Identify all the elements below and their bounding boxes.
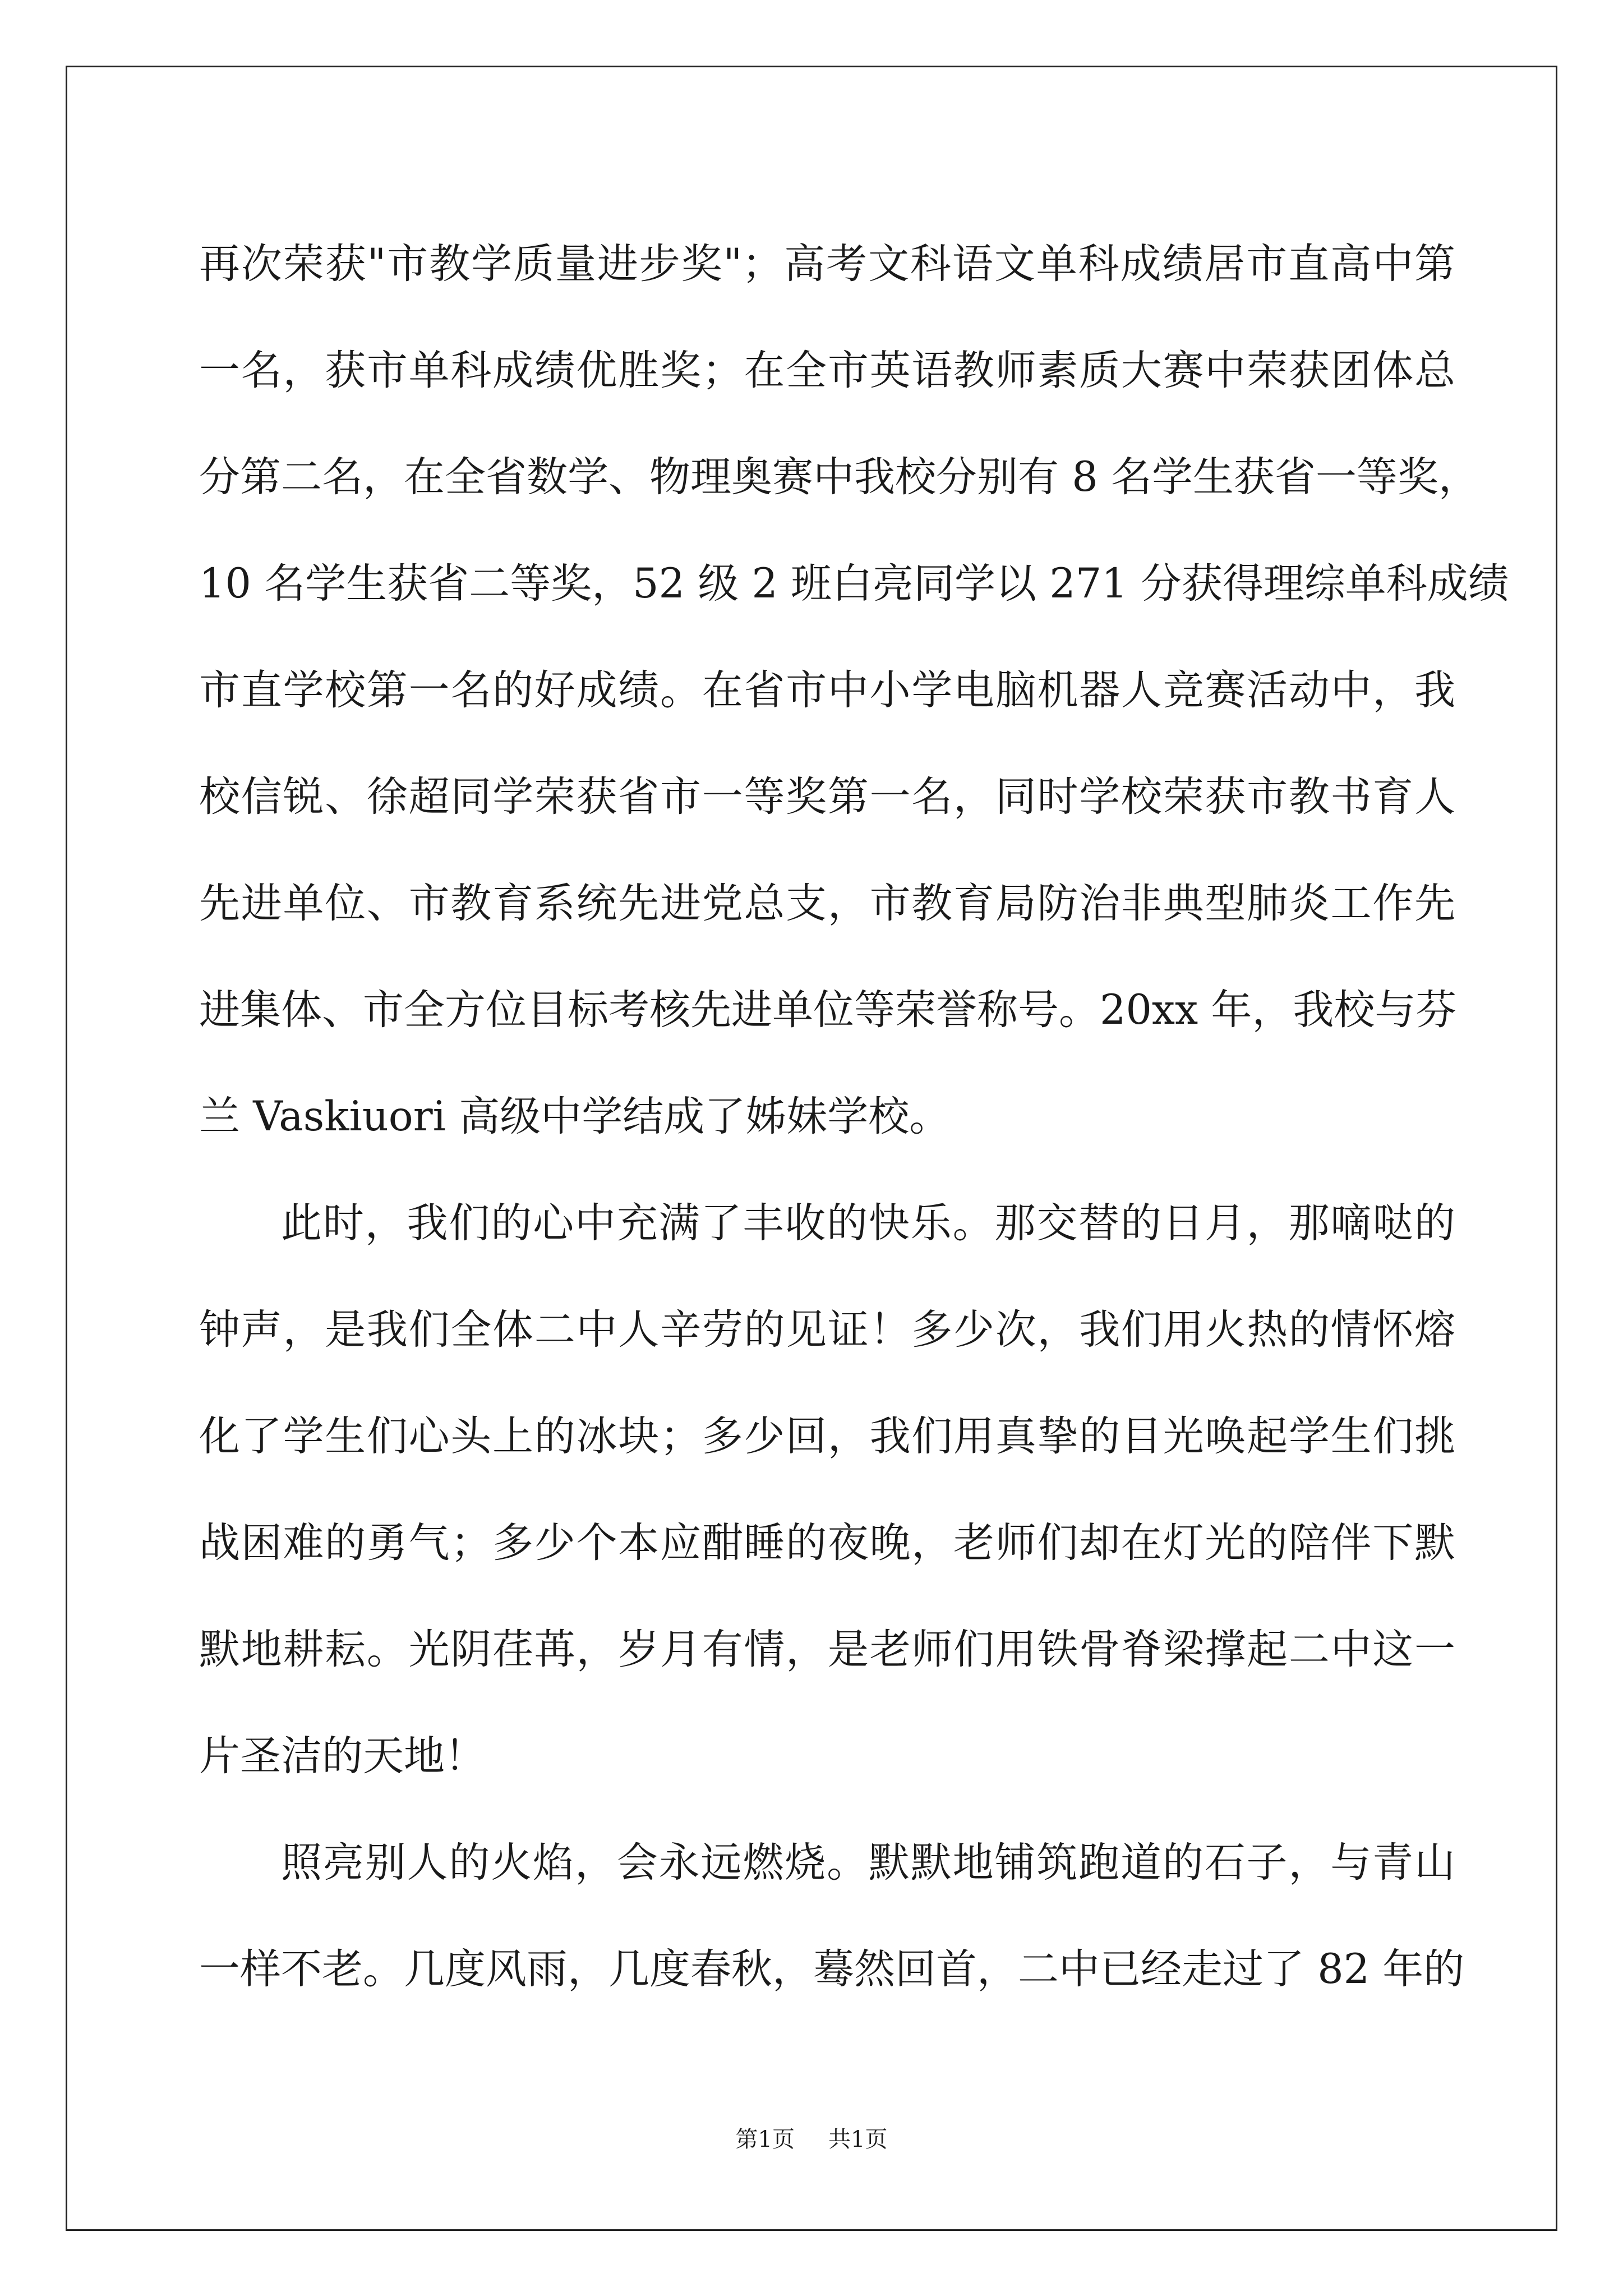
- paragraph-2: [199, 1170, 1455, 1810]
- text-line: 照亮别人的火焰，会永远燃烧。默默地铺筑跑道的石子，与青山: [281, 1839, 1455, 1887]
- text-line: 先进单位、市教育系统先进党总支，市教育局防治非典型肺炎工作先: [199, 880, 1455, 927]
- text-line: 10 名学生获省二等奖，52 级 2 班白亮同学以 271 分获得理综单科成绩: [199, 560, 1509, 608]
- document-body: [199, 211, 1509, 2023]
- text-line: 战困难的勇气；多少个本应酣睡的夜晚，老师们却在灯光的陪伴下默: [199, 1519, 1455, 1567]
- paragraph-1: [199, 211, 1509, 1170]
- text-line: 分第二名，在全省数学、物理奥赛中我校分别有 8 名学生获省一等奖，: [199, 453, 1479, 501]
- text-line: 再次荣获"市教学质量进步奖"；高考文科语文单科成绩居市直高中第: [199, 240, 1455, 288]
- text-line: 市直学校第一名的好成绩。在省市中小学电脑机器人竞赛活动中，我: [199, 666, 1455, 714]
- text-line: 兰 Vaskiuori 高级中学结成了姊妹学校。: [199, 1093, 951, 1140]
- text-line: 化了学生们心头上的冰块；多少回，我们用真挚的目光唤起学生们挑: [199, 1412, 1455, 1460]
- text-line: 一样不老。几度风雨，几度春秋，蓦然回首，二中已经走过了 82 年的: [199, 1945, 1465, 1993]
- text-line: 默地耕耘。光阴荏苒，岁月有情，是老师们用铁骨脊梁撑起二中这一: [199, 1626, 1455, 1673]
- page-number: 第1页: [735, 2127, 795, 2152]
- text-line: 钟声，是我们全体二中人辛劳的见证！多少次，我们用火热的情怀熔: [199, 1306, 1455, 1354]
- text-line: 此时，我们的心中充满了丰收的快乐。那交替的日月，那嘀哒的: [281, 1199, 1455, 1247]
- page-total: 共1页: [828, 2127, 888, 2152]
- text-line: 片圣洁的天地！: [199, 1732, 486, 1780]
- text-line: 进集体、市全方位目标考核先进单位等荣誉称号。20xx 年，我校与芬: [199, 986, 1457, 1034]
- text-line: 校信锐、徐超同学荣获省市一等奖第一名，同时学校荣获市教书育人: [199, 773, 1455, 821]
- paragraph-3: [199, 1810, 1465, 2023]
- text-line: 一名，获市单科成绩优胜奖；在全市英语教师素质大赛中荣获团体总: [199, 347, 1455, 394]
- page-footer: [0, 2123, 1623, 2156]
